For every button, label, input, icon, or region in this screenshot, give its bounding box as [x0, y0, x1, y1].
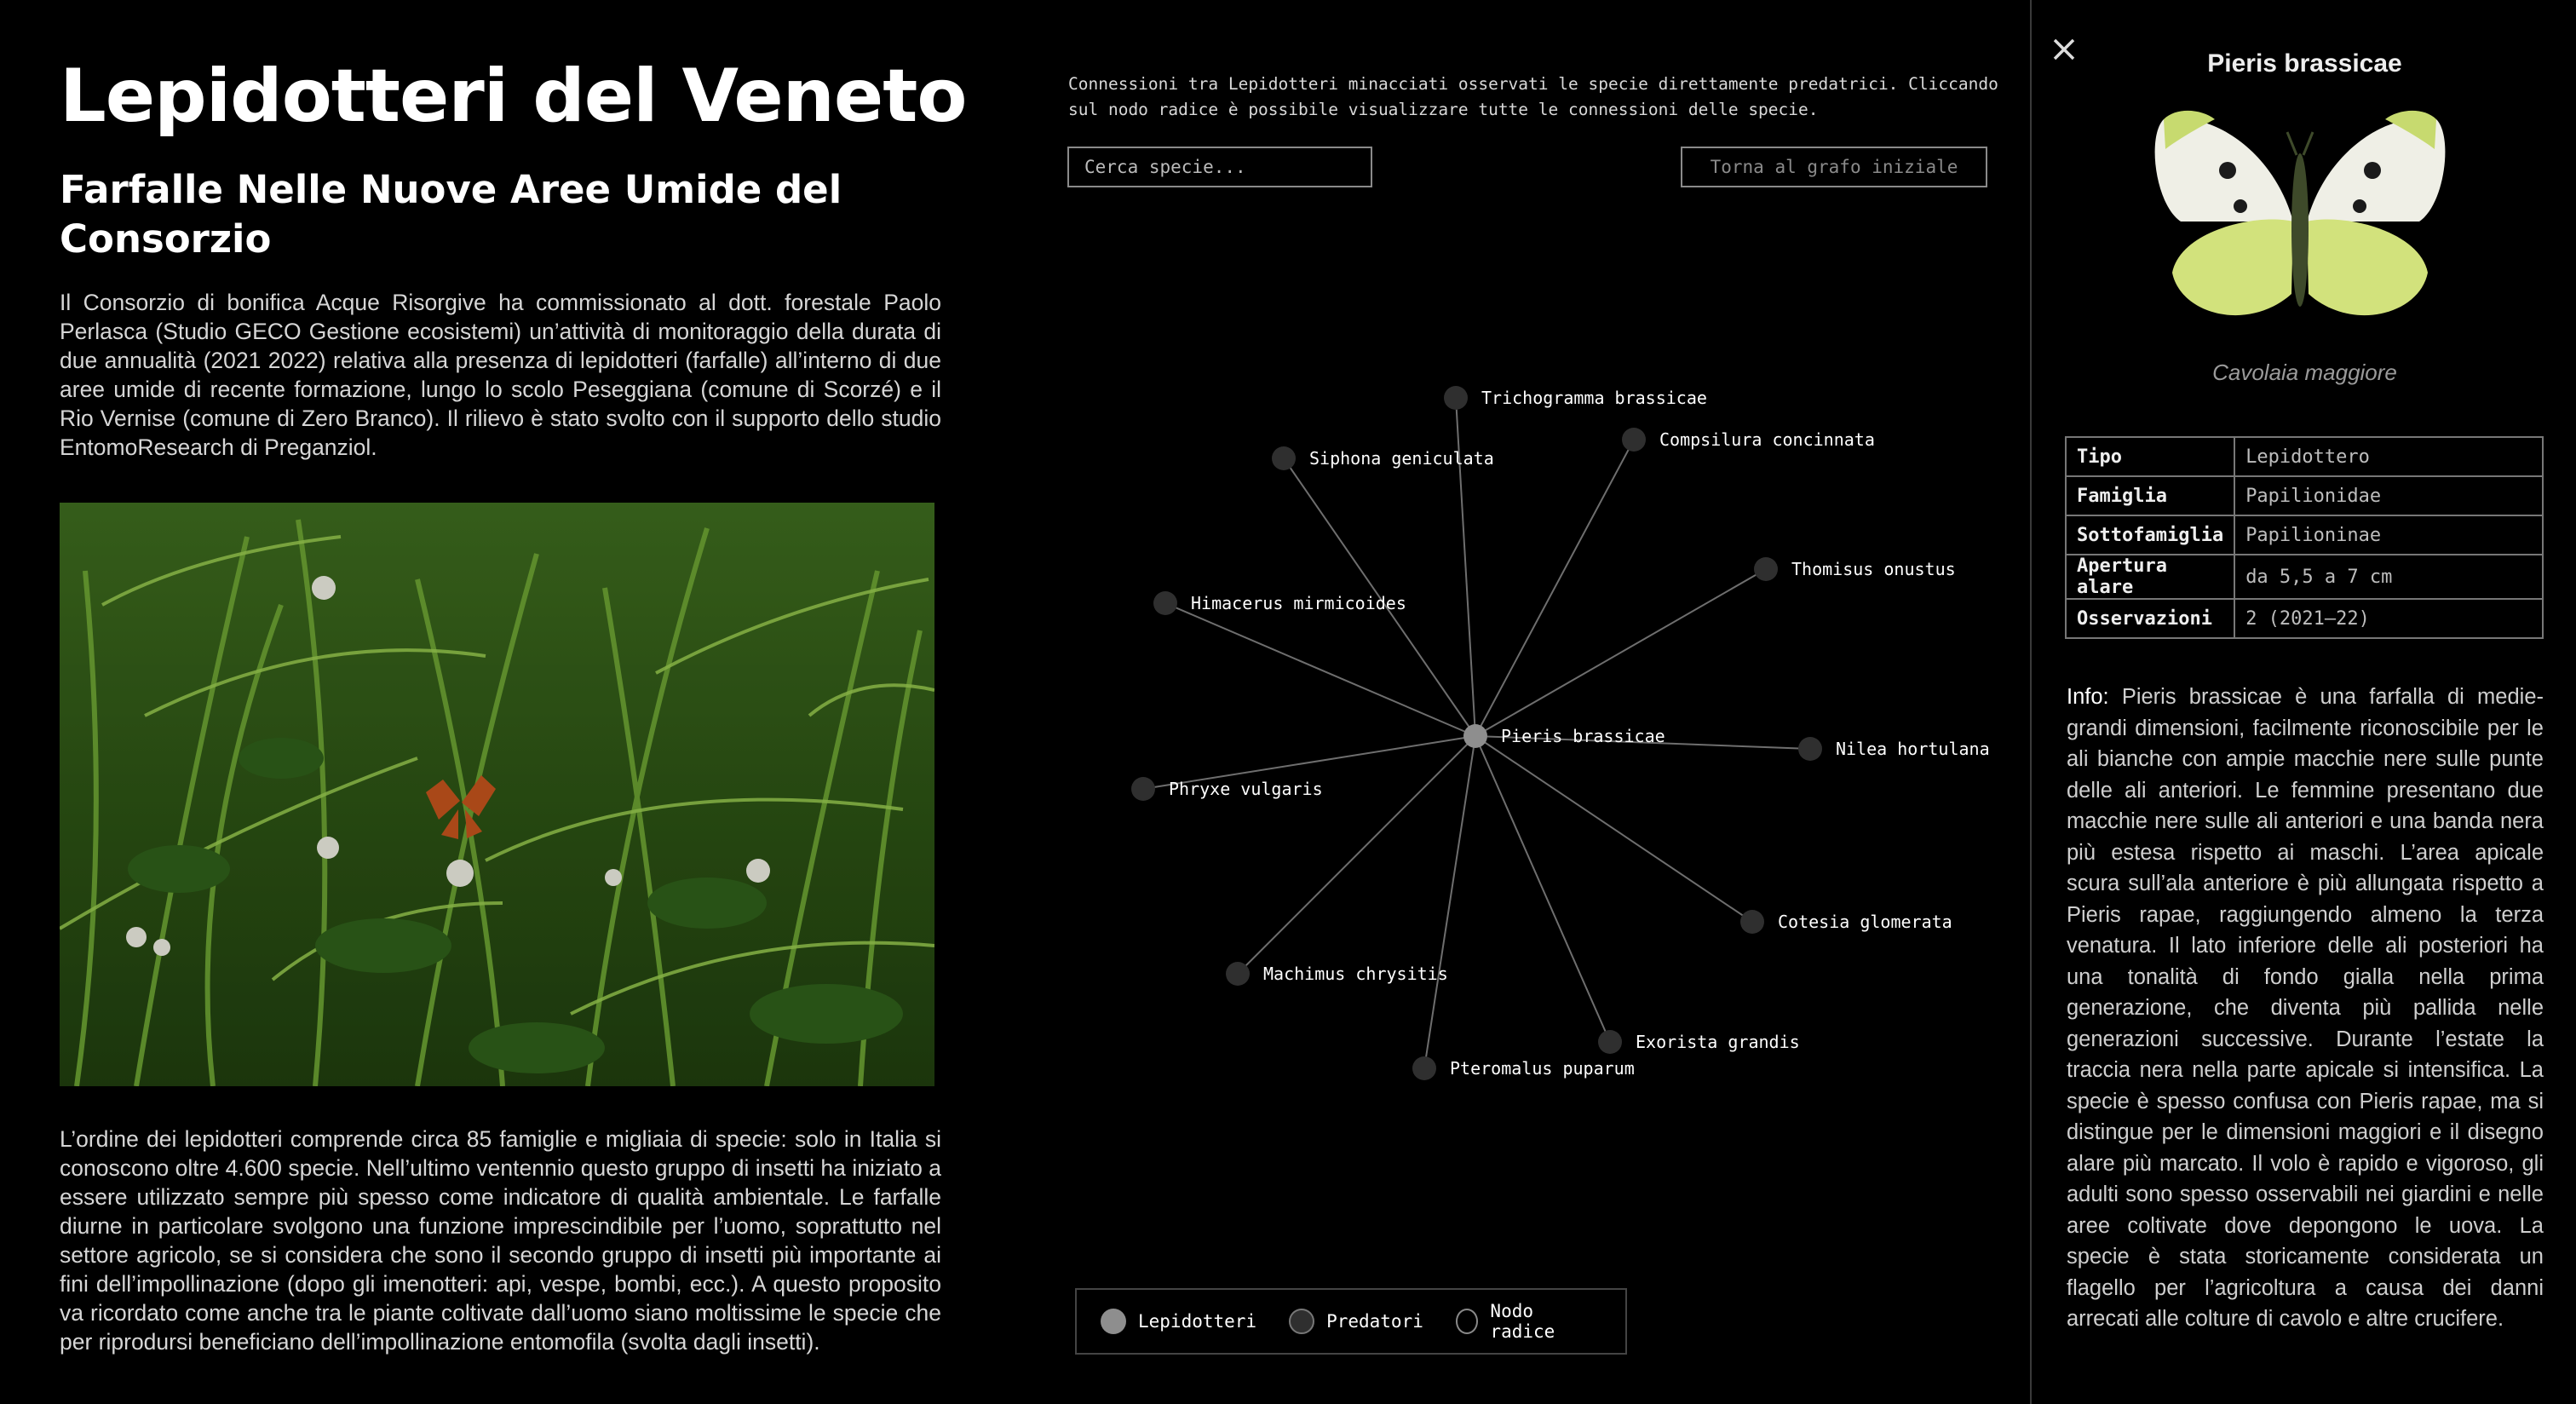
- predator-node-label: Siphona geniculata: [1309, 448, 1494, 469]
- graph-legend: [1075, 1288, 1627, 1355]
- info-label: Info:: [2067, 685, 2109, 709]
- row-value: Lepidottero: [2234, 437, 2543, 476]
- butterfly-image: [2147, 102, 2453, 332]
- root-node-label: Pieris brassicae: [1501, 726, 1665, 746]
- legend-predatori-label: Predatori: [1326, 1311, 1423, 1332]
- predator-node[interactable]: [1754, 557, 1778, 581]
- graph-edge: [1424, 736, 1475, 1068]
- predator-node[interactable]: [1598, 1030, 1622, 1054]
- reset-graph-button[interactable]: Torna al grafo iniziale: [1681, 147, 1987, 187]
- row-value: 2 (2021–22): [2234, 599, 2543, 638]
- legend-lepidotteri-label: Lepidotteri: [1138, 1311, 1257, 1332]
- table-row: [2066, 515, 2543, 555]
- graph-edge: [1475, 569, 1766, 736]
- network-graph: [1052, 0, 2040, 1404]
- predator-node-label: Phryxe vulgaris: [1169, 779, 1323, 799]
- predator-node-label: Exorista grandis: [1636, 1032, 1800, 1052]
- predator-node-label: Himacerus mirmicoides: [1191, 593, 1406, 613]
- meadow-photo: [60, 503, 934, 1086]
- legend-item-lepidotteri: [1101, 1309, 1256, 1334]
- row-key: Apertura alare: [2066, 555, 2234, 599]
- table-row: [2066, 599, 2543, 638]
- row-key: Sottofamiglia: [2066, 515, 2234, 555]
- table-row: [2066, 437, 2543, 476]
- table-row: [2066, 555, 2543, 599]
- page-subtitle: Farfalle Nelle Nuove Aree Umide del Consorzio: [60, 167, 842, 262]
- legend-item-radice: [1456, 1301, 1593, 1342]
- intro-paragraph: Il Consorzio di bonifica Acque Risorgive ha commissionato al dott. forestale Paolo Perlasca (Studio GECO Gestione ecosistemi) un’attività di monitoraggio della durata di due annualità (2021 2022) relativa alla presenza di lepidotteri (farfalle) all’interno di due aree umide di recente formazione, lungo lo scolo Peseggiana (comune di Scorzé) e il Rio Vernise (comune di Zero Branco). Il rilievo è stato svolto con il supporto dello studio EntomoResearch di Preganziol.: [60, 290, 941, 460]
- species-detail-panel: [2030, 0, 2576, 1404]
- legend-radice-icon: [1456, 1309, 1479, 1334]
- graph-section: [1052, 0, 1998, 1404]
- legend-lepidotteri-icon: [1101, 1309, 1126, 1334]
- row-key: Osservazioni: [2066, 599, 2234, 638]
- graph-edge: [1238, 736, 1475, 974]
- predator-node[interactable]: [1740, 910, 1764, 934]
- page-title: Lepidotteri del Veneto: [60, 54, 967, 139]
- predator-node[interactable]: [1153, 591, 1177, 615]
- species-info-table: [2065, 436, 2544, 639]
- predator-node-label: Thomisus onustus: [1791, 559, 1956, 579]
- predator-node-label: Nilea hortulana: [1836, 739, 1990, 759]
- row-key: Famiglia: [2066, 476, 2234, 515]
- info-body: Pieris brassicae è una farfalla di medie-grandi dimensioni, facilmente riconoscibile per le ali bianche con ampie macchie nere sulle punte delle ali anteriori. Le femmine presentano due macchie nere sulle ali anteriori e una banda nera più estesa rispetto ai maschi. L’area apicale scura sull’ala anteriore è più allungata rispetto a Pieris rapae, raggiungendo almeno la terza venatura. Il lato inferiore delle ali posteriori ha una tonalità di fondo gialla nella prima generazione, che diventa più pallida nelle generazioni successive. Durante l’estate la traccia nera nella parte apicale si intensifica. La specie è spesso confusa con Pieris rapae, ma si distingue per le dimensioni maggiori e il disegno alare più marcato. Il volo è rapido e vigoroso, gli adulti sono spesso osservabili nei giardini e nelle aree coltivate dove depongono le uova. La specie è stata storicamente considerata un flagello per l’agricoltura a causa dei danni arrecati alle colture di cavolo e altre crucifere.: [2067, 685, 2544, 1331]
- predator-node-label: Trichogramma brassicae: [1481, 388, 1707, 408]
- table-row: [2066, 476, 2543, 515]
- predator-node[interactable]: [1272, 446, 1296, 470]
- row-value: Papilionidae: [2234, 476, 2543, 515]
- predator-node-label: Machimus chrysitis: [1263, 964, 1448, 984]
- root-node[interactable]: [1463, 724, 1487, 748]
- row-value: da 5,5 a 7 cm: [2234, 555, 2543, 599]
- predator-node-label: Pteromalus puparum: [1450, 1058, 1635, 1079]
- row-key: Tipo: [2066, 437, 2234, 476]
- predator-node[interactable]: [1131, 777, 1155, 801]
- predator-node-label: Cotesia glomerata: [1778, 912, 1952, 932]
- graph-description: Connessioni tra Lepidotteri minacciati osservati le specie direttamente predatrici. Cliccando sul nodo radice è possibile visualizzare tutte le connessioni delle specie.: [1068, 74, 1998, 119]
- predator-node[interactable]: [1444, 386, 1468, 410]
- predator-node[interactable]: [1412, 1056, 1436, 1080]
- left-column: [60, 0, 967, 1404]
- graph-edge: [1475, 440, 1634, 736]
- predator-node-label: Compsilura concinnata: [1659, 429, 1875, 450]
- common-name: Cavolaia maggiore: [2212, 360, 2397, 385]
- legend-item-predatori: [1289, 1309, 1423, 1334]
- predator-node[interactable]: [1622, 428, 1646, 452]
- graph-nodes: [1131, 386, 1990, 1080]
- predator-node[interactable]: [1226, 962, 1250, 986]
- species-title: Pieris brassicae: [2207, 49, 2402, 78]
- order-paragraph: L’ordine dei lepidotteri comprende circa 85 famiglie e migliaia di specie: solo in Italia si conoscono oltre 4.600 specie. Nell’ultimo ventennio questo gruppo di insetti ha iniziato a essere utilizzato sempre più spesso come indicatore di qualità ambientale. Le farfalle diurne in particolare svolgono una funzione imprescindibile per l’uomo, soprattutto nel settore agricolo, se si considera che sono il secondo gruppo di insetti più importante ai fini dell’impollinazione (dopo gli imenotteri: api, vespe, bombi, ecc.). A questo proposito va ricordato come anche tra le piante coltivate dall’uomo siano moltissime le specie che per riprodursi beneficiano dell’impollinazione entomofila (svolta dagli insetti).: [60, 1126, 941, 1355]
- row-value: Papilioninae: [2234, 515, 2543, 555]
- legend-radice-label: Nodo radice: [1490, 1301, 1555, 1342]
- legend-predatori-icon: [1289, 1309, 1314, 1334]
- species-info-text: [2067, 682, 2544, 1335]
- predator-node[interactable]: [1798, 737, 1822, 761]
